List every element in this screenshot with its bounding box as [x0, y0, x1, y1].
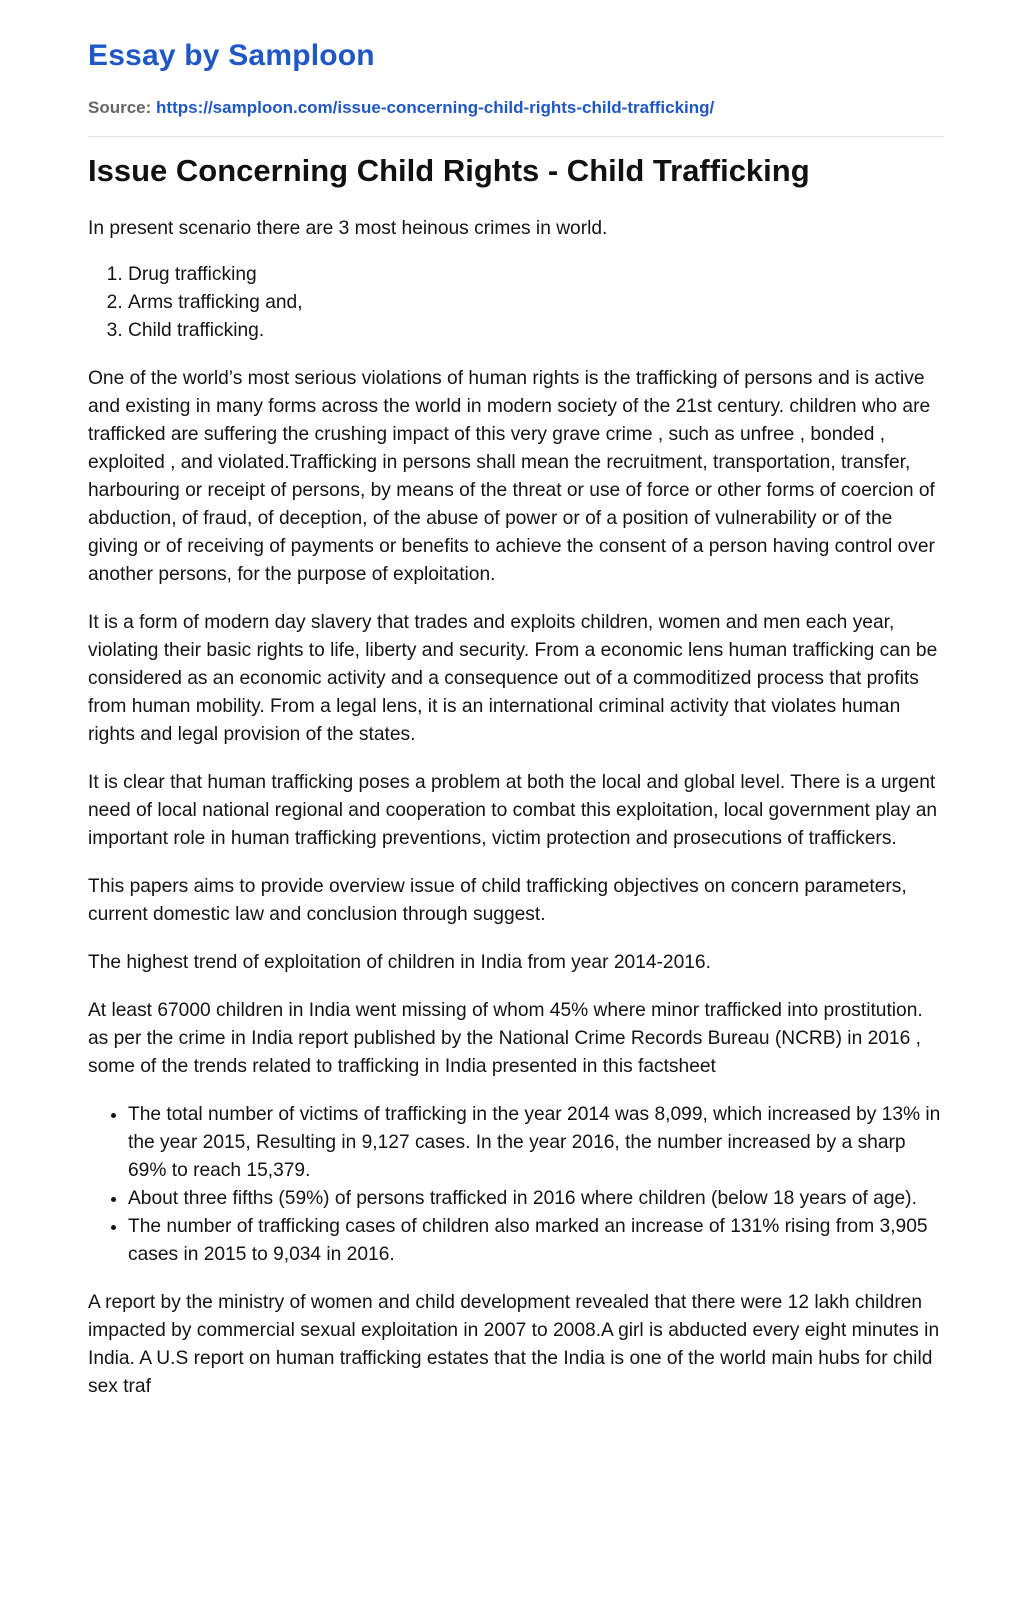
intro-paragraph: In present scenario there are 3 most heinous crimes in world. [88, 218, 608, 239]
essay-content [88, 0, 944, 1421]
body-paragraph: It is a form of modern day slavery that trades and exploits children, women and men each year, violating their basic rights to life, liberty and security. From a economic lens human trafficking can be considered as an economic activity and a consequence out of a commoditized process that profits from human mobility. From a legal lens, it is an international criminal activity that violates human rights and legal provision of the states. [88, 612, 938, 745]
list-item: 3. Child trafficking. [128, 317, 944, 345]
list-item: • About three fifths (59%) of persons trafficked in 2016 where children (below 18 years of age). [128, 1185, 944, 1213]
crimes-list [88, 261, 944, 345]
facts-list [88, 1101, 944, 1269]
source-link[interactable]: https://samploon.com/issue-concerning-child-rights-child-trafficking/ [156, 98, 715, 117]
body-paragraph: At least 67000 children in India went missing of whom 45% where minor trafficked into prostitution. as per the crime in India report published by the National Crime Records Bureau (NCRB) in 2016 , some of the trends related to trafficking in India presented in this factsheet [88, 1000, 923, 1077]
source-line [88, 96, 944, 120]
body-paragraph: This papers aims to provide overview issue of child trafficking objectives on concern parameters, current domestic law and conclusion through suggest. [88, 876, 907, 925]
essay-title: Issue Concerning Child Rights - Child Trafficking [88, 153, 810, 188]
list-item: • The total number of victims of trafficking in the year 2014 was 8,099, which increased by 13% in the year 2015, Resulting in 9,127 cases. In the year 2016, the number increased by a sharp 69% to reach 15,379. [128, 1101, 944, 1185]
body-paragraph: One of the world’s most serious violations of human rights is the trafficking of persons and is active and existing in many forms across the world in modern society of the 21st century. children who are trafficked are suffering the crushing impact of this very grave crime , such as unfree , bonded , exploited , and violated.Trafficking in persons shall mean the recruitment, transportation, transfer, harbouring or receipt of persons, by means of the threat or use of force or other forms of coercion of abduction, of fraud, of deception, of the abuse of power or of a position of vulnerability or of the giving or of receiving of payments or benefits to achieve the consent of a person having control over another persons, for the purpose of exploitation. [88, 368, 935, 585]
source-label: Source: [88, 98, 152, 117]
body-paragraph: The highest trend of exploitation of children in India from year 2014-2016. [88, 952, 711, 973]
list-item: 2. Arms trafficking and, [128, 289, 944, 317]
list-item: • The number of trafficking cases of children also marked an increase of 131% rising from 3,905 cases in 2015 to 9,034 in 2016. [128, 1213, 944, 1269]
closing-paragraph: A report by the ministry of women and child development revealed that there were 12 lakh children impacted by commercial sexual exploitation in 2007 to 2008.A girl is abducted every eight minutes in India. A U.S report on human trafficking estates that the India is one of the world main hubs for child sex traf [88, 1292, 940, 1397]
body-paragraph: It is clear that human trafficking poses a problem at both the local and global level. There is a urgent need of local national regional and cooperation to combat this exploitation, local government play an important role in human trafficking preventions, victim protection and prosecutions of traffickers. [88, 772, 938, 849]
header-divider [88, 136, 944, 137]
site-brand[interactable]: Essay by Samploon [88, 39, 375, 72]
list-item: 1. Drug trafficking [128, 261, 944, 289]
